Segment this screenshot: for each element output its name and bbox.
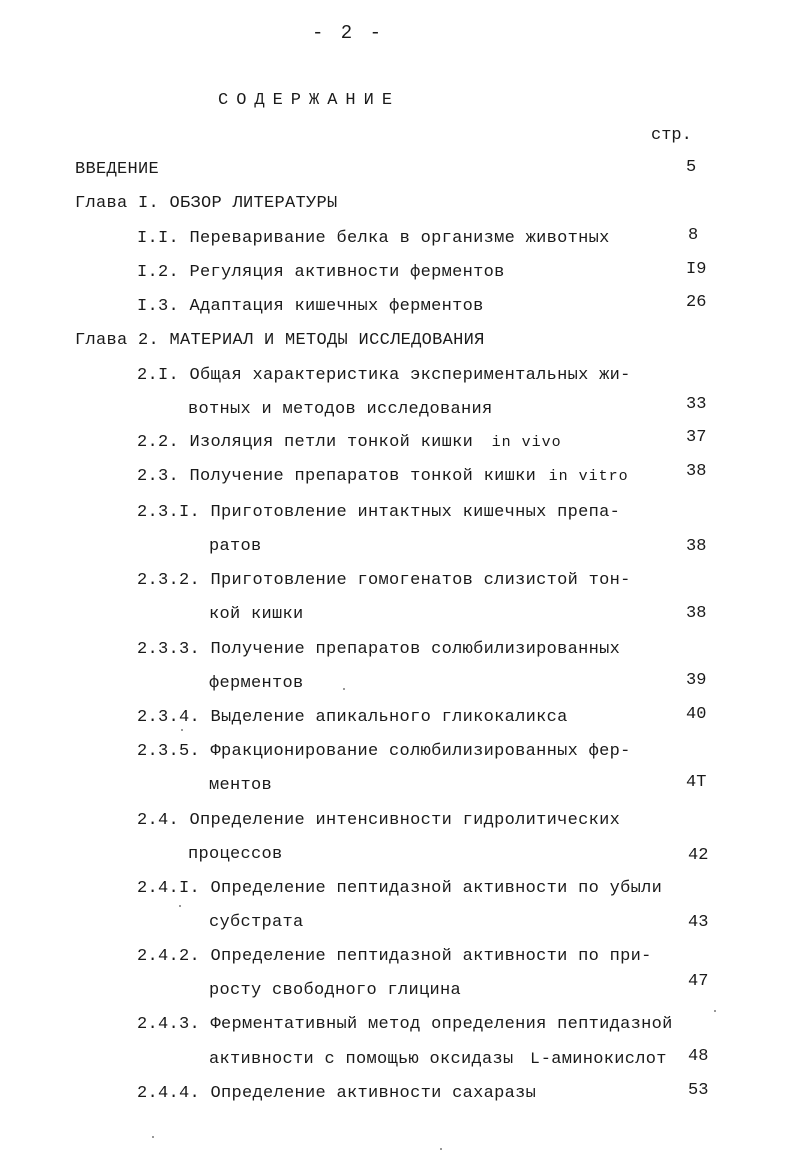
toc-entry-text: Ферментативный метод определения пептидазной	[210, 1015, 673, 1034]
toc-entry	[137, 433, 562, 453]
toc-entry-continuation: процессов	[188, 845, 283, 864]
toc-entry-continuation: кой кишки	[209, 605, 304, 624]
toc-entry	[137, 1084, 536, 1104]
toc-entry-continuation: ферментов	[209, 674, 304, 693]
toc-entry-number: 2.2.	[137, 433, 180, 452]
toc-entry-text: Определение пептидазной активности по убыли	[210, 879, 663, 898]
toc-entry-page: 37	[686, 428, 707, 447]
toc-entry-page: 26	[686, 293, 707, 312]
toc-entry-number: 2.4.2.	[137, 947, 201, 966]
toc-entry-text: Приготовление интактных кишечных препа-	[210, 503, 621, 522]
toc-entry	[137, 742, 631, 762]
scan-speck	[179, 905, 181, 907]
toc-chapter-line	[75, 331, 485, 351]
page-number: - 2 -	[312, 22, 385, 44]
toc-entry-continuation-text: активности с помощью оксидазы	[209, 1050, 514, 1069]
toc-entry-page: 38	[686, 537, 707, 556]
toc-entry	[137, 1015, 673, 1035]
toc-entry	[137, 467, 629, 487]
toc-entry-text: Получение препаратов солюбилизированных	[210, 640, 621, 659]
toc-entry-text: Фракционирование солюбилизированных фер-	[210, 742, 631, 761]
toc-entry-number: 2.4.I.	[137, 879, 201, 898]
toc-entry-number: 2.4.3.	[137, 1015, 201, 1034]
toc-entry	[137, 263, 505, 283]
toc-entry-page: 48	[688, 1047, 709, 1066]
toc-chapter-line	[75, 194, 338, 214]
toc-entry-number: 2.3.2.	[137, 571, 201, 590]
toc-entry-continuation: вотных и методов исследования	[188, 400, 493, 419]
toc-entry-number: 2.4.	[137, 811, 180, 830]
toc-entry-page: 40	[686, 705, 707, 724]
toc-entry-continuation: ментов	[209, 776, 273, 795]
toc-entry-text: Переваривание белка в организме животных	[189, 229, 610, 248]
toc-entry-page: 42	[688, 846, 709, 865]
scan-speck	[343, 688, 345, 690]
toc-entry-number: 2.4.4.	[137, 1084, 201, 1103]
toc-entry-page: 43	[688, 913, 709, 932]
toc-title: СОДЕРЖАНИЕ	[218, 91, 401, 110]
toc-entry-text: ВВЕДЕНИЕ	[75, 160, 160, 179]
toc-entry	[137, 571, 631, 591]
toc-entry-text: Общая характеристика экспериментальных жи-	[189, 366, 631, 385]
scan-speck	[714, 1010, 716, 1012]
toc-entry-continuation: росту свободного глицина	[209, 981, 462, 1000]
toc-entry-text: Определение интенсивности гидролитических	[189, 811, 621, 830]
toc-entry	[137, 947, 652, 967]
toc-entry-number: 2.3.I.	[137, 503, 201, 522]
toc-entry	[137, 640, 620, 660]
toc-entry-number: 2.3.3.	[137, 640, 201, 659]
toc-entry-text: Изоляция петли тонкой кишки	[189, 433, 474, 452]
toc-entry	[137, 708, 568, 728]
scan-speck	[440, 1148, 442, 1150]
toc-entry-continuation-tail: -аминокислот	[540, 1050, 667, 1069]
toc-entry	[137, 503, 620, 523]
scan-speck	[181, 729, 183, 731]
toc-entry-text: Регуляция активности ферментов	[189, 263, 505, 282]
toc-entry-number: I.3.	[137, 297, 180, 316]
toc-entry-number: 2.3.	[137, 467, 180, 486]
toc-entry-number: I.I.	[137, 229, 180, 248]
toc-entry-page: 4Т	[686, 773, 707, 792]
toc-entry-text: Получение препаратов тонкой кишки	[189, 467, 537, 486]
toc-entry-text: Выделение апикального гликокаликса	[210, 708, 568, 727]
toc-entry	[137, 879, 662, 899]
toc-entry-page: 47	[688, 972, 709, 991]
toc-entry-number: 2.3.5.	[137, 742, 201, 761]
toc-entry-page: 53	[688, 1081, 709, 1100]
toc-entry-number: 2.3.4.	[137, 708, 201, 727]
toc-entry-page: 33	[686, 395, 707, 414]
toc-entry-page: 38	[686, 462, 707, 481]
toc-entry-page: 8	[688, 226, 699, 245]
toc-entry-number: 2.I.	[137, 366, 180, 385]
toc-entry-number: Глава 2.	[75, 331, 160, 350]
toc-entry-text: МАТЕРИАЛ И МЕТОДЫ ИССЛЕДОВАНИЯ	[169, 331, 485, 350]
scan-speck	[152, 1136, 154, 1138]
toc-entry-text: Приготовление гомогенатов слизистой тон-	[210, 571, 631, 590]
toc-entry-page: 39	[686, 671, 707, 690]
toc-entry-latin: in vivo	[491, 434, 562, 451]
toc-entry	[137, 811, 620, 831]
toc-entry-page: I9	[686, 260, 707, 279]
pages-column-header: стр.	[651, 126, 692, 145]
toc-entry-number: Глава I.	[75, 194, 160, 213]
toc-entry-continuation: субстрата	[209, 913, 304, 932]
toc-entry-page: 5	[686, 158, 697, 177]
toc-entry-text: Определение активности сахаразы	[210, 1084, 537, 1103]
toc-entry	[137, 366, 631, 386]
toc-entry	[137, 229, 610, 249]
toc-entry-continuation	[209, 1049, 667, 1070]
toc-entry-page: 38	[686, 604, 707, 623]
toc-entry-text: ОБЗОР ЛИТЕРАТУРЫ	[169, 194, 338, 213]
toc-entry-latin: in vitro	[548, 468, 629, 485]
toc-entry-latin: L	[530, 1050, 541, 1068]
toc-entry-text: Адаптация кишечных ферментов	[189, 297, 484, 316]
toc-entry-continuation: ратов	[209, 537, 262, 556]
toc-entry-text: Определение пептидазной активности по при-	[210, 947, 652, 966]
toc-entry	[137, 297, 484, 317]
toc-entry-number: I.2.	[137, 263, 180, 282]
